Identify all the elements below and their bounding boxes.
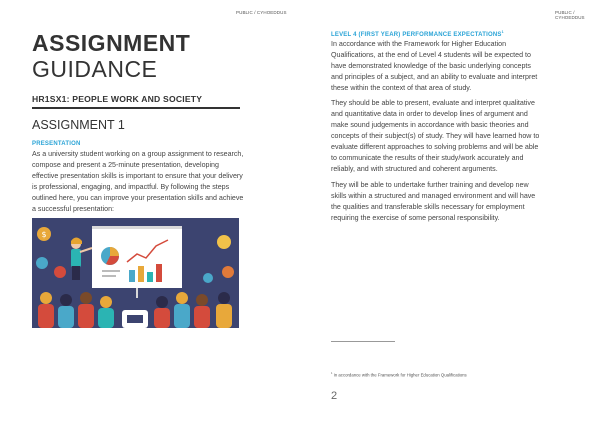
assignment-number-heading: ASSIGNMENT 1 [32, 118, 125, 132]
footnote-marker[interactable]: 1 [501, 30, 504, 34]
heading-text: LEVEL 4 (FIRST YEAR) PERFORMANCE EXPECTATIONS [331, 32, 502, 38]
course-code-heading: HR1SX1: PEOPLE WORK AND SOCIETY [32, 94, 203, 104]
performance-expectations-heading [331, 30, 504, 38]
page-number: 2 [331, 390, 338, 402]
presentation-heading: PRESENTATION [32, 141, 81, 147]
svg-text:$: $ [41, 230, 47, 239]
classification-label: PUBLIC / CYHOEDDUS [555, 10, 585, 20]
footnote-divider [331, 341, 395, 342]
document-title-line2: GUIDANCE [32, 56, 158, 82]
document-title-line1: ASSIGNMENT [32, 30, 191, 56]
classification-label: PUBLIC / CYHOEDDUS [236, 10, 287, 15]
expectations-paragraph-1: In accordance with the Framework for Higher Education Qualifications, at the end of Level 4 students will be expected to have demonstrated knowledge of the basic underlying concepts and principles of a subject, and an ability to evaluate and interpret these within the context of that area of study. [331, 40, 538, 92]
footnote-number: 1 [331, 372, 333, 375]
expectations-paragraph-2: They should be able to present, evaluate and interpret qualitative and quantitative data in order to develop lines of argument and make sound judgements in accordance with basic theories and concepts of their subject(s) of study. They will have learned how to evaluate different approaches to solving problems and will be able to communicate the results of their study/work accurately and reliably, and with structured and coherent arguments. [331, 99, 540, 173]
right-page [300, 0, 600, 424]
intro-paragraph: As a university student working on a group assignment to research, compose and present a 25-minute presentation, developing effective presentation skills is important to ensure that your delivery is professional, engaging, and impactful. By following the steps outlined here, you can improve your presentation skills and achieve a successful presentation: [32, 150, 244, 213]
expectations-paragraph-3: They will be able to undertake further training and develop new skills within a structured and managed environment and will have the qualities and transferable skills necessary for employment requiring the exercise of some personal responsibility. [331, 181, 536, 222]
heading-divider [32, 107, 240, 109]
footnote [331, 372, 571, 377]
footnote-text: In accordance with the Framework for Higher Education Qualifications [333, 372, 467, 378]
presentation-illustration [32, 218, 239, 328]
